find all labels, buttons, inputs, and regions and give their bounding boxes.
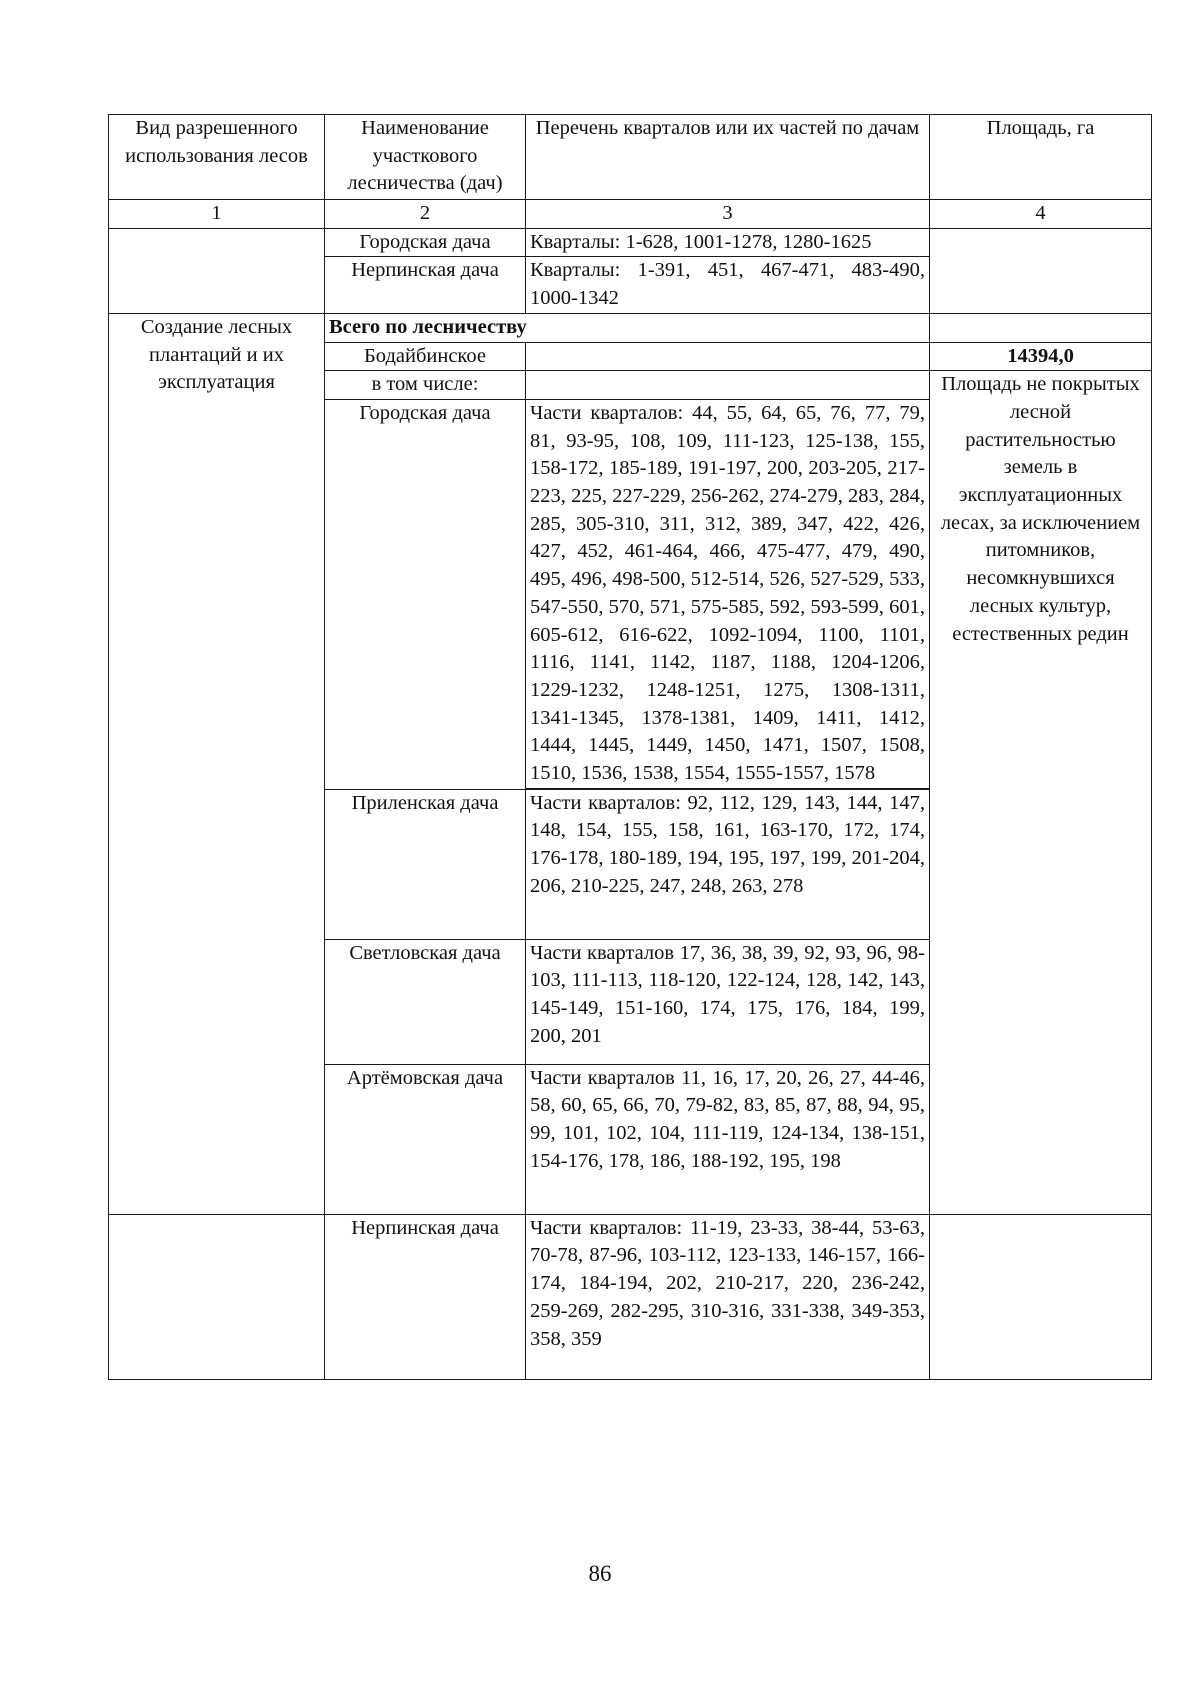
prev-kind-cell: [109, 228, 325, 313]
header-col-2: Наименование участкового лесничества (дач): [325, 115, 526, 200]
table-row: [109, 1214, 1152, 1379]
column-number: 2: [325, 200, 526, 229]
dacha-name: Светловская дача: [325, 939, 526, 1064]
quarter-list: Кварталы: 1-628, 1001-1278, 1280-1625: [526, 228, 930, 257]
empty-cell: [930, 313, 1152, 342]
prev-area-cell: [930, 228, 1152, 313]
column-number: 3: [526, 200, 930, 229]
header-col-4: Площадь, га: [930, 115, 1152, 200]
total-label: Всего по лесничеству: [325, 313, 930, 342]
dacha-name: Нерпинская дача: [325, 1214, 526, 1379]
header-col-3: Перечень кварталов или их частей по дачам: [526, 115, 930, 200]
page-number: 86: [588, 1561, 612, 1586]
header-row: [109, 115, 1152, 200]
forest-use-table: [108, 114, 1152, 1380]
empty-cell: [930, 1214, 1152, 1379]
area-note: Площадь не покрытых лесной растительностью земель в эксплуатационных лесах, за исключением питомников, несомкнувшихся лесных культур, естественных редин: [930, 371, 1152, 1215]
including-label: в том числе:: [325, 371, 526, 400]
column-number: 1: [109, 200, 325, 229]
dacha-name: Приленская дача: [325, 789, 526, 939]
quarter-list: Части кварталов: 11-19, 23-33, 38-44, 53-63, 70-78, 87-96, 103-112, 123-133, 146-157, 166-174, 184-194, 202, 210-217, 220, 236-242, 259-269, 282-295, 310-316, 331-338, 349-353, 358, 359: [526, 1214, 930, 1379]
column-number: 4: [930, 200, 1152, 229]
forestry-name: Бодайбинское: [325, 342, 526, 371]
header-col-1: Вид разрешенного использования лесов: [109, 115, 325, 200]
total-area: 14394,0: [930, 342, 1152, 371]
use-kind: Создание лесных плантаций и их эксплуатация: [109, 313, 325, 1214]
quarter-list: Части кварталов 17, 36, 38, 39, 92, 93, 96, 98-103, 111-113, 118-120, 122-124, 128, 142, 143, 145-149, 151-160, 174, 175, 176, 184, 199, 200, 201: [526, 939, 930, 1064]
empty-cell: [526, 371, 930, 400]
dacha-name: Городская дача: [325, 228, 526, 257]
table-row: [109, 313, 1152, 342]
dacha-name: Нерпинская дача: [325, 257, 526, 313]
empty-cell: [526, 342, 930, 371]
dacha-name: Артёмовская дача: [325, 1064, 526, 1214]
table-row: [109, 228, 1152, 257]
quarter-list: Части кварталов 11, 16, 17, 20, 26, 27, 44-46, 58, 60, 65, 66, 70, 79-82, 83, 85, 87, 88, 94, 95, 99, 101, 102, 104, 111-119, 124-134, 138-151, 154-176, 178, 186, 188-192, 195, 198: [526, 1064, 930, 1214]
quarter-list: Части кварталов: 92, 112, 129, 143, 144, 147, 148, 154, 155, 158, 161, 163-170, 172, 174, 176-178, 180-189, 194, 195, 197, 199, 201-204, 206, 210-225, 247, 248, 263, 278: [526, 789, 930, 939]
quarter-list: Кварталы: 1-391, 451, 467-471, 483-490, 1000-1342: [526, 257, 930, 313]
column-number-row: [109, 200, 1152, 229]
quarter-list: Части кварталов: 44, 55, 64, 65, 76, 77, 79, 81, 93-95, 108, 109, 111-123, 125-138, 155, 158-172, 185-189, 191-197, 200, 203-205, 217-223, 225, 227-229, 256-262, 274-279, 283, 284, 285, 305-310, 311, 312, 389, 347, 422, 426, 427, 452, 461-464, 466, 475-477, 479, 490, 495, 496, 498-500, 512-514, 526, 527-529, 533, 547-550, 570, 571, 575-585, 592, 593-599, 601, 605-612, 616-622, 1092-1094, 1100, 1101, 1116, 1141, 1142, 1187, 1188, 1204-1206, 1229-1232, 1248-1251, 1275, 1308-1311, 1341-1345, 1378-1381, 1409, 1411, 1412, 1444, 1445, 1449, 1450, 1471, 1507, 1508, 1510, 1536, 1538, 1554, 1555-1557, 1578: [526, 399, 930, 788]
empty-cell: [109, 1214, 325, 1379]
dacha-name: Городская дача: [325, 399, 526, 788]
